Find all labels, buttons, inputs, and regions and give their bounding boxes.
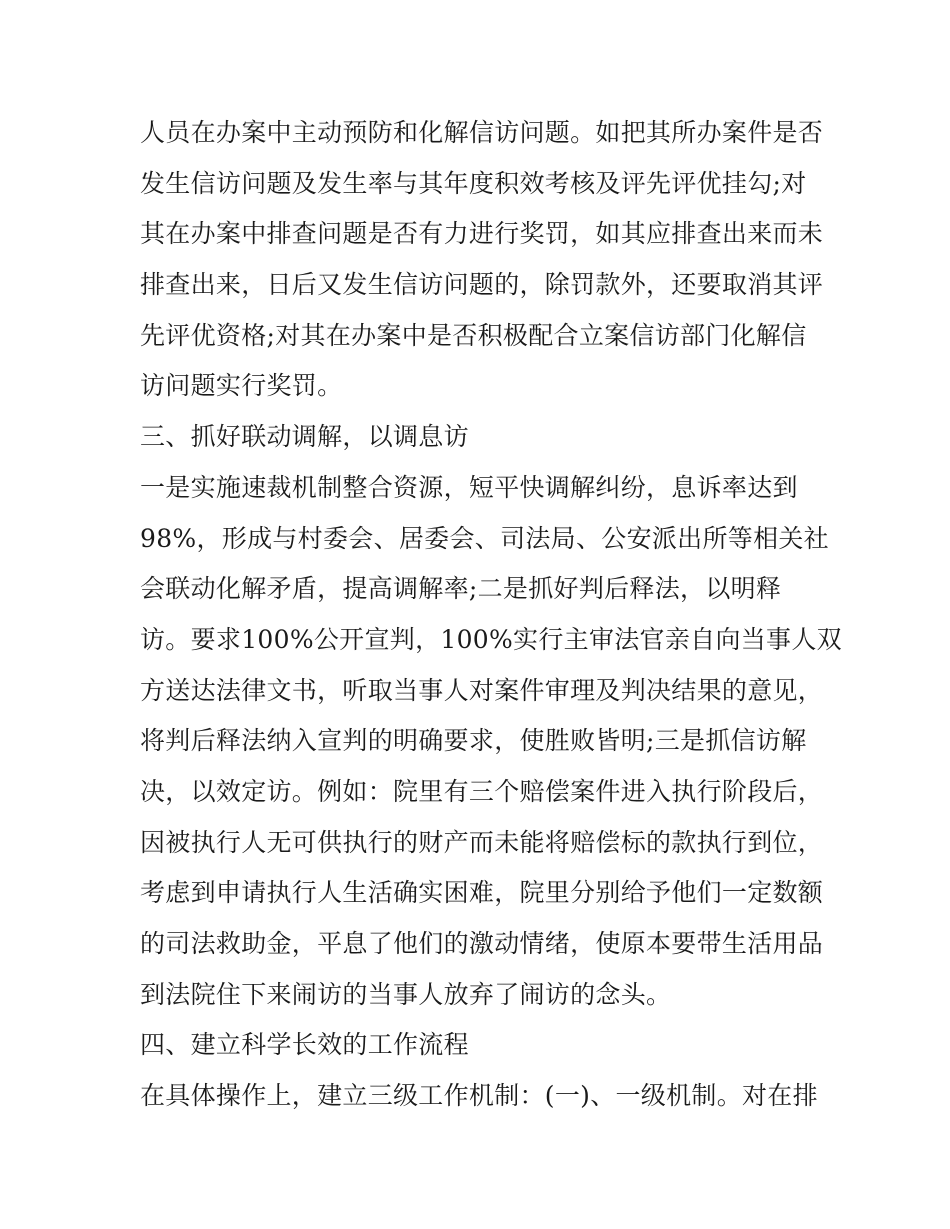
paragraph-line: 发生信访问题及发生率与其年度积效考核及评先评优挂勾;对 (140, 168, 807, 198)
paragraph-line: 的司法救助金，平息了他们的激动情绪，使原本要带生活用品 (140, 929, 824, 958)
paragraph-line: 其在办案中排查问题是否有力进行奖罚，如其应排查出来而未 (140, 219, 824, 249)
paragraph-line: 先评优资格;对其在办案中是否积极配合立案信访部门化解信 (140, 320, 807, 350)
paragraph-line: 因被执行人无可供执行的财产而未能将赔偿标的款执行到位， (140, 827, 824, 857)
paragraph-line: 会联动化解矛盾，提高调解率;二是抓好判后释法，以明释 (140, 574, 782, 604)
paragraph-line: 访问题实行奖罚。 (140, 371, 343, 401)
paragraph-line: 决，以效定访。例如：院里有三个赔偿案件进入执行阶段后， (140, 776, 824, 806)
paragraph-line: 考虑到申请执行人生活确实困难，院里分别给予他们一定数额 (140, 878, 824, 908)
section-heading: 四、建立科学长效的工作流程 (140, 1030, 469, 1060)
paragraph-line: 一是实施速裁机制整合资源，短平快调解纠纷，息诉率达到 (140, 472, 798, 502)
document-body (140, 108, 842, 1122)
paragraph-line: 方送达法律文书，听取当事人对案件审理及判决结果的意见， (140, 675, 824, 705)
paragraph-line: 98%，形成与村委会、居委会、司法局、公安派出所等相关社 (140, 523, 829, 553)
paragraph-line: 将判后释法纳入宣判的明确要求，使胜败皆明;三是抓信访解 (140, 726, 807, 756)
paragraph-line: 在具体操作上，建立三级工作机制：(一)、一级机制。对在排 (140, 1081, 818, 1111)
paragraph-line: 排查出来，日后又发生信访问题的，除罚款外，还要取消其评 (140, 270, 824, 300)
section-heading: 三、抓好联动调解，以调息访 (140, 422, 469, 452)
paragraph-line: 到法院住下来闹访的当事人放弃了闹访的念头。 (140, 979, 672, 1009)
paragraph-line: 访。要求100%公开宣判，100%实行主审法官亲自向当事人双 (140, 624, 842, 654)
paragraph-line: 人员在办案中主动预防和化解信访问题。如把其所办案件是否 (140, 118, 824, 147)
